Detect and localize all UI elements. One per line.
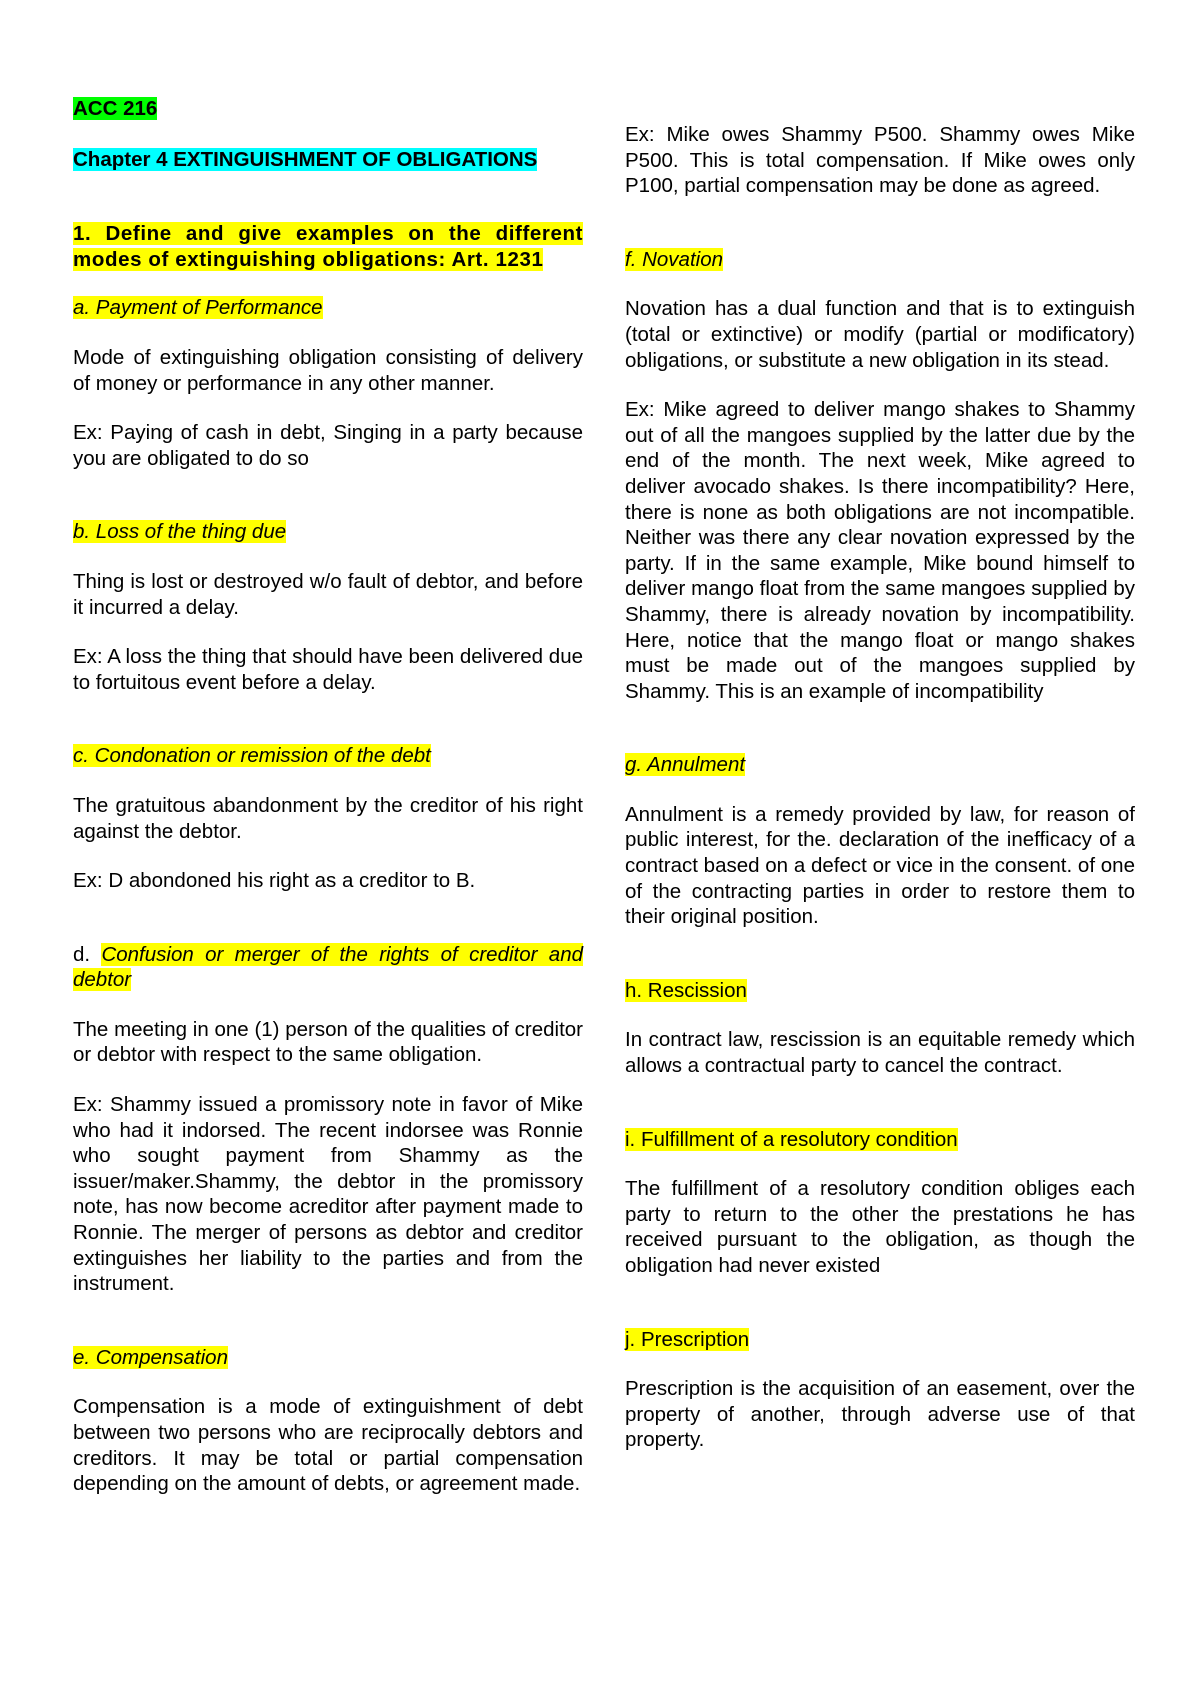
section-e-definition: Compensation is a mode of extinguishment of debt between two persons who are reciprocally debtors and creditors. It may be total or partial compensation depending on the amount of debts, or agreement made. <box>73 1395 583 1496</box>
section-i-definition: The fulfillment of a resolutory condition obliges each party to return to the other the prestations he has received pursuant to the obligation, as though the obligation had never existed <box>625 1177 1135 1277</box>
section-g-definition: Annulment is a remedy provided by law, for reason of public interest, for the. declaration of the inefficacy of a contract based on a defect or vice in the consent. of one of the contracting parties in order to restore them to their original position. <box>625 802 1135 929</box>
section-c-example: Ex: D abondoned his right as a creditor to B. <box>73 869 476 893</box>
section-d-heading: d. Confusion or merger of the rights of creditor and debtor <box>73 942 583 992</box>
section-i-heading: i. Fulfillment of a resolutory condition <box>625 1127 958 1151</box>
section-a-heading: a. Payment of Performance <box>73 296 323 320</box>
section-b-definition: Thing is lost or destroyed w/o fault of debtor, and before it incurred a delay. <box>73 569 583 619</box>
section-h-heading: h. Rescission <box>625 978 747 1002</box>
chapter-title: Chapter 4 EXTINGUISHMENT OF OBLIGATIONS <box>73 147 538 171</box>
section-g-heading: g. Annulment <box>625 753 746 777</box>
right-column <box>625 122 1135 1453</box>
section-e-example: Ex: Mike owes Shammy P500. Shammy owes Mike P500. This is total compensation. If Mike owes only P100, partial compensation may be done as agreed. <box>625 123 1135 198</box>
course-code: ACC 216 <box>73 97 158 120</box>
section-j-definition: Prescription is the acquisition of an easement, over the property of another, through adverse use of that property. <box>625 1377 1135 1452</box>
section-f-example: Ex: Mike agreed to deliver mango shakes to Shammy out of all the mangoes supplied by the latter due by the end of the month. The next week, Mike agreed to deliver avocado shakes. Is there incompatibility? Here, there is none as both obligations are not incompatible. Neither was there any clear novation expressed by the party. If in the same example, Mike bound himself to deliver mango float from the same mangoes supplied by Shammy, there is already novation by incompatibility. Here, notice that the mango float or mango shakes must be made out of the mangoes supplied by Shammy. This is an example of incompatibility <box>625 398 1135 703</box>
section-c-definition: The gratuitous abandonment by the creditor of his right against the debtor. <box>73 793 583 843</box>
section-b-heading: b. Loss of the thing due <box>73 520 287 544</box>
section-h-definition: In contract law, rescission is an equitable remedy which allows a contractual party to cancel the contract. <box>625 1028 1135 1078</box>
left-column <box>73 96 583 1497</box>
section-e-heading: e. Compensation <box>73 1345 228 1369</box>
section-f-definition: Novation has a dual function and that is to extinguish (total or extinctive) or modify (partial or modificatory) obligations, or substitute a new obligation in its stead. <box>625 297 1135 372</box>
section-a-definition: Mode of extinguishing obligation consisting of delivery of money or performance in any other manner. <box>73 345 583 395</box>
section-f-heading: f. Novation <box>625 247 723 271</box>
section-d-example: Ex: Shammy issued a promissory note in favor of Mike who had it indorsed. The recent indorsee was Ronnie who sought payment from Shammy as the issuer/maker.Shammy, the debtor in the promissory note, has now become acreditor after payment made to Ronnie. The merger of persons as debtor and creditor extinguishes her liability to the parties and from the instrument. <box>73 1093 583 1296</box>
section-j-heading: j. Prescription <box>625 1327 750 1351</box>
section-b-example: Ex: A loss the thing that should have been delivered due to fortuitous event before a delay. <box>73 645 583 694</box>
section-a-example: Ex: Paying of cash in debt, Singing in a party because you are obligated to do so <box>73 421 583 470</box>
section-c-heading: c. Condonation or remission of the debt <box>73 744 431 768</box>
question-heading: 1. Define and give examples on the different modes of extinguishing obligations: Art. 1231 <box>73 222 583 271</box>
section-d-definition: The meeting in one (1) person of the qualities of creditor or debtor with respect to the same obligation. <box>73 1017 583 1067</box>
